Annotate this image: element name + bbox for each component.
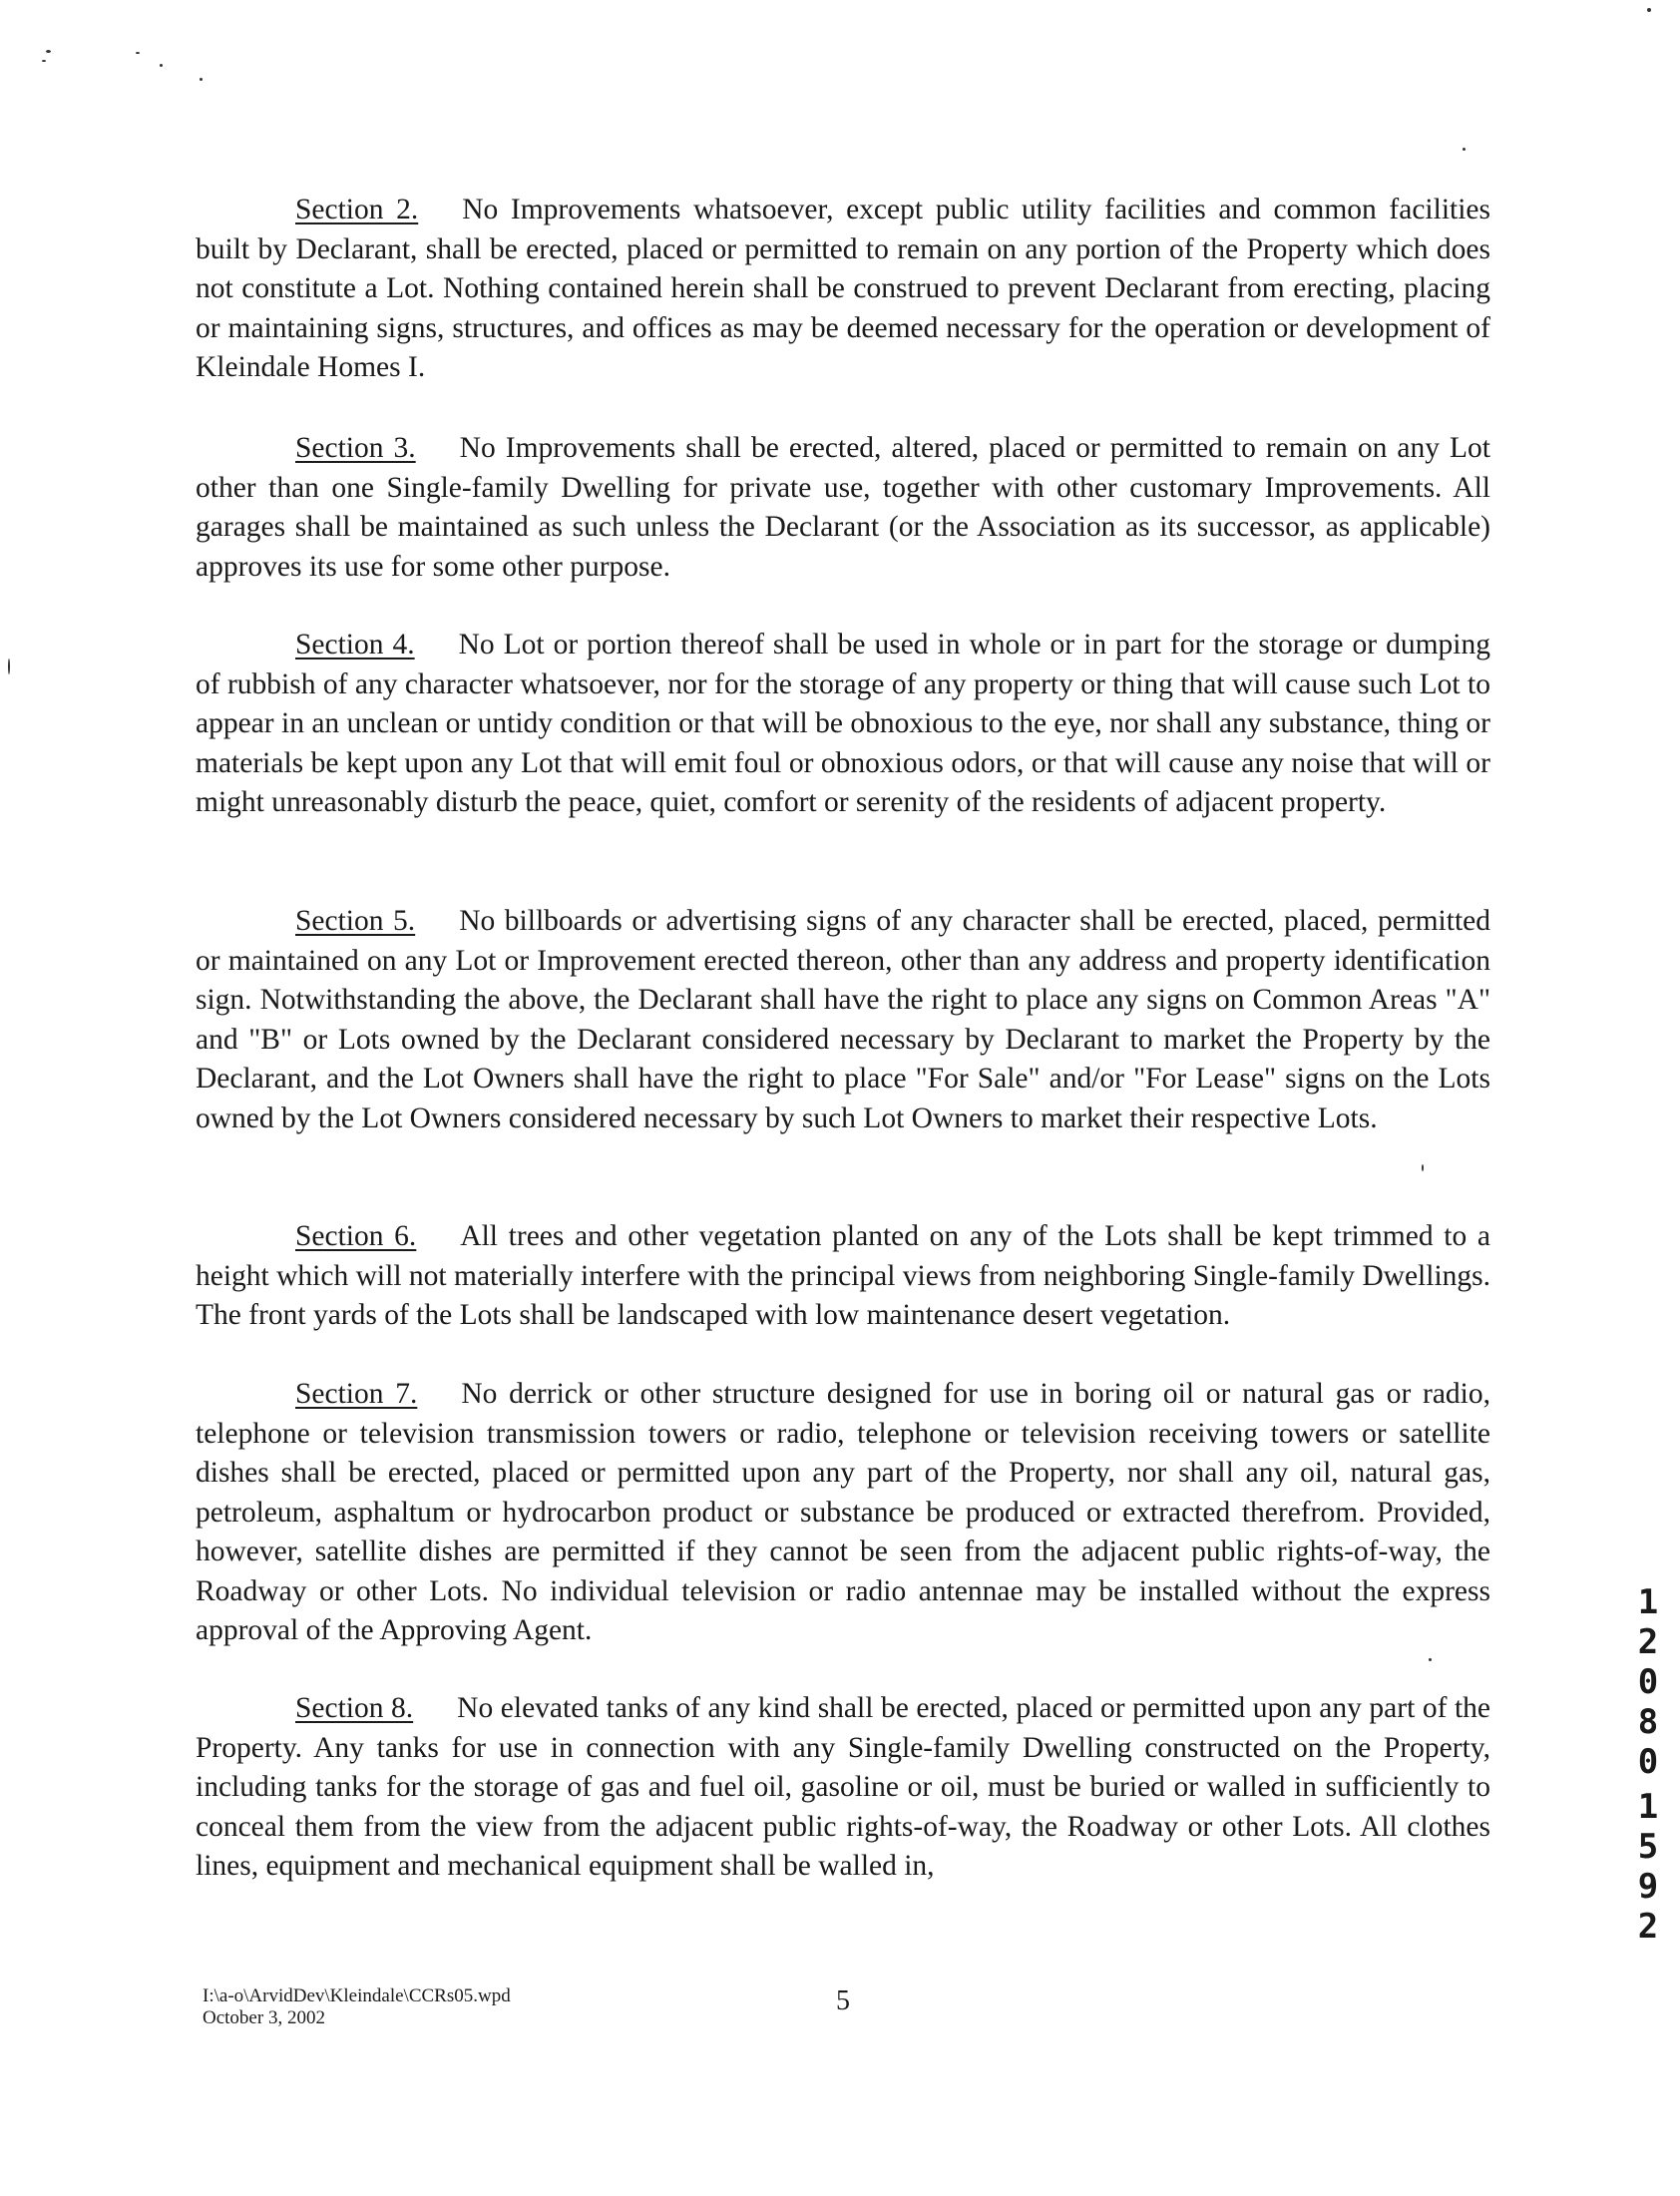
- section-4-text: No Lot or portion thereof shall be used in whole or in part for the storage or dumping of rubbish of any character whatsoever, nor for the storage of any property or thing that will cause such Lot to appear in an unclean or untidy condition or that will be obnoxious to the eye, nor shall any substance, thing or materials be kept upon any Lot that will emit foul or obnoxious odors, or that will cause any noise that will or might unreasonably disturb the peace, quiet, comfort or serenity of the residents of adjacent property.: [196, 629, 1490, 818]
- scan-speck: [46, 50, 51, 53]
- stamp-digit: 1: [1637, 1787, 1659, 1827]
- page-number: 5: [836, 1985, 850, 2016]
- stamp-digit: 8: [1637, 1702, 1659, 1742]
- stamp-digit: 9: [1637, 1867, 1659, 1907]
- footer-file-info: [203, 1985, 511, 2029]
- section-8-text: No elevated tanks of any kind shall be erected, placed or permitted upon any part of the Property. Any tanks for use in connection with any Single-family Dwelling constructed on the Property, including tanks for the storage of gas and fuel oil, gasoline or oil, must be buried or walled in sufficiently to conceal them from the view from the adjacent public rights-of-way, the Roadway or other Lots. All clothes lines, equipment and mechanical equipment shall be walled in,: [196, 1692, 1490, 1882]
- scan-speck: [1422, 1164, 1424, 1171]
- section-5-heading: Section 5.: [295, 905, 416, 937]
- stamp-digit: 5: [1637, 1827, 1659, 1867]
- section-8-paragraph: [196, 1689, 1490, 1887]
- scan-speck: [1463, 148, 1466, 151]
- section-4-paragraph: [196, 626, 1490, 823]
- section-2-heading: Section 2.: [295, 194, 419, 225]
- stamp-digit: 2: [1637, 1622, 1659, 1662]
- stamp-digit: 1: [1637, 1582, 1659, 1622]
- scan-speck: [1647, 8, 1651, 12]
- stamp-digit: 2: [1637, 1907, 1659, 1947]
- scan-speck: [200, 78, 203, 81]
- section-2-paragraph: [196, 191, 1490, 388]
- scan-speck: [1429, 1658, 1432, 1661]
- section-3-heading: Section 3.: [295, 432, 416, 464]
- section-7-paragraph: [196, 1375, 1490, 1651]
- scan-speck: [136, 52, 140, 54]
- stamp-digit: 0: [1637, 1662, 1659, 1702]
- section-2-text: No Improvements whatsoever, except public utility facilities and common facilities built by Declarant, shall be erected, placed or permitted to remain on any portion of the Property which does not constitute a Lot. Nothing contained herein shall be construed to prevent Declarant from erecting, placing or maintaining signs, structures, and offices as may be deemed necessary for the operation or development of Kleindale Homes I.: [196, 194, 1490, 383]
- recording-stamp-bottom: [1633, 1787, 1663, 1947]
- section-8-heading: Section 8.: [295, 1692, 414, 1724]
- stamp-digit: 0: [1637, 1742, 1659, 1782]
- section-6-heading: Section 6.: [295, 1220, 417, 1252]
- section-6-paragraph: [196, 1217, 1490, 1336]
- section-5-text: No billboards or advertising signs of any character shall be erected, placed, permitted or maintained on any Lot or Improvement erected thereon, other than any address and property identification sign. Notwithstanding the above, the Declarant shall have the right to place any signs on Common Areas "A" and "B" or Lots owned by the Declarant considered necessary by Declarant to market the Property by the Declarant, and the Lot Owners shall have the right to place "For Sale" and/or "For Lease" signs on the Lots owned by the Lot Owners considered necessary by such Lot Owners to market their respective Lots.: [196, 905, 1490, 1134]
- scan-speck: [42, 60, 46, 62]
- recording-stamp-top: [1633, 1582, 1663, 1782]
- section-3-text: No Improvements shall be erected, altered, placed or permitted to remain on any Lot other than one Single-family Dwelling for private use, together with other customary Improvements. All garages shall be maintained as such unless the Declarant (or the Association as its successor, as applicable) approves its use for some other purpose.: [196, 432, 1490, 583]
- section-5-paragraph: [196, 902, 1490, 1138]
- scan-speck: [8, 659, 10, 674]
- section-6-text: All trees and other vegetation planted on any of the Lots shall be kept trimmed to a height which will not materially interfere with the principal views from neighboring Single-family Dwellings. The front yards of the Lots shall be landscaped with low maintenance desert vegetation.: [196, 1220, 1490, 1331]
- scan-speck: [160, 64, 163, 67]
- section-4-heading: Section 4.: [295, 629, 415, 660]
- section-3-paragraph: [196, 429, 1490, 587]
- section-7-text: No derrick or other structure designed for use in boring oil or natural gas or radio, telephone or television transmission towers or radio, telephone or television receiving towers or satellite dishes shall be erected, placed or permitted upon any part of the Property, nor shall any oil, natural gas, petroleum, asphaltum or hydrocarbon product or substance be produced or extracted therefrom. Provided, however, satellite dishes are permitted if they cannot be seen from the adjacent public rights-of-way, the Roadway or other Lots. No individual television or radio antennae may be installed without the express approval of the Approving Agent.: [196, 1378, 1490, 1646]
- footer-date: October 3, 2002: [203, 2007, 325, 2028]
- footer-file-path: I:\a-o\ArvidDev\Kleindale\CCRs05.wpd: [203, 1985, 511, 2006]
- section-7-heading: Section 7.: [295, 1378, 418, 1410]
